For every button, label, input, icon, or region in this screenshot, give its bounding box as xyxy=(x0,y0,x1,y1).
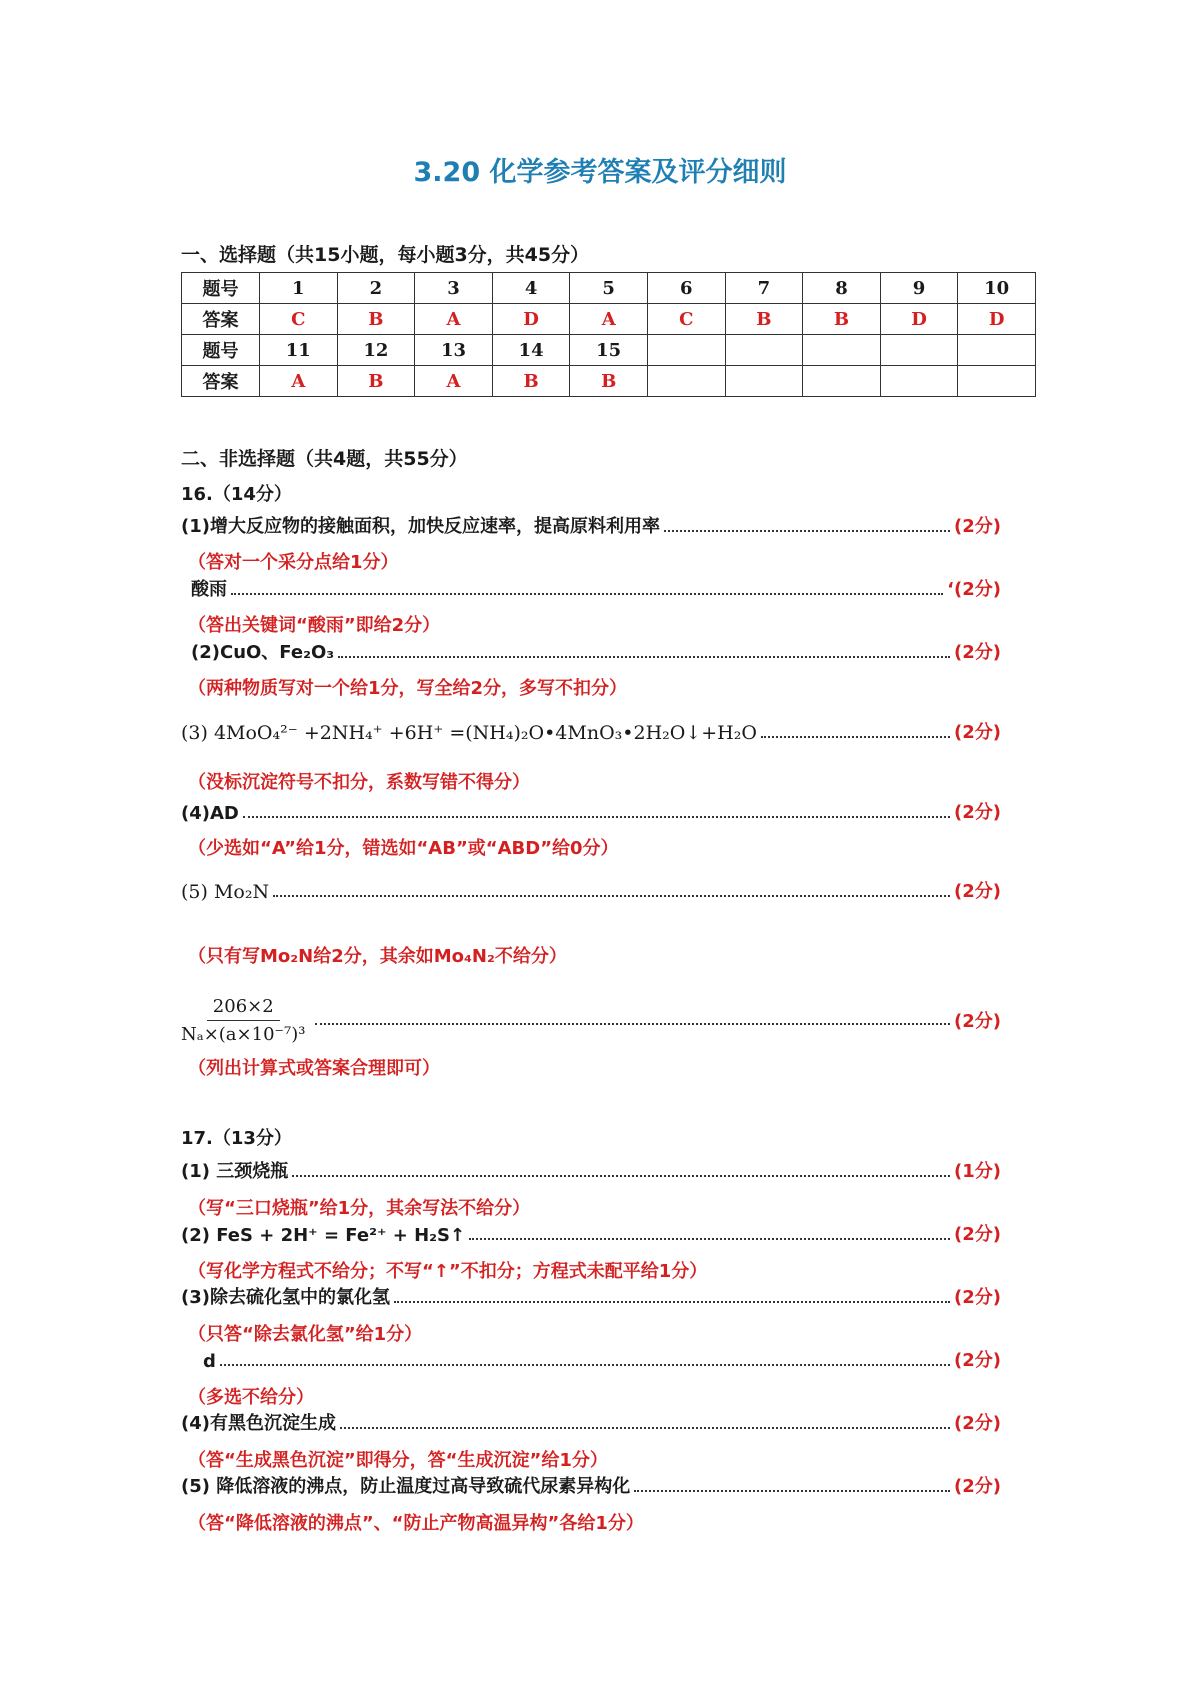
question-number xyxy=(647,335,725,366)
row-label-answer: 答案 xyxy=(182,366,260,397)
dot-leader xyxy=(664,529,950,532)
answer-cell: A xyxy=(415,366,493,397)
answer-cell: A xyxy=(415,304,493,335)
q17-note-1: （写“三口烧瓶”给1分，其余写法不给分） xyxy=(188,1198,531,1219)
question-number: 11 xyxy=(260,335,338,366)
question-number: 1 xyxy=(260,273,338,304)
question-number: 2 xyxy=(337,273,415,304)
score-label: (2分) xyxy=(954,802,1001,823)
q16-note-3: （没标沉淀符号不扣分，系数写错不得分） xyxy=(188,772,530,793)
q16-note-5b: （列出计算式或答案合理即可） xyxy=(188,1058,440,1079)
question-number: 13 xyxy=(415,335,493,366)
score-label: (2分) xyxy=(954,1224,1001,1245)
answer-cell: B xyxy=(803,304,881,335)
score-label: (2分) xyxy=(954,1350,1001,1371)
dot-leader xyxy=(394,1300,950,1303)
answer-text: d xyxy=(203,1351,216,1372)
dot-leader xyxy=(273,894,950,897)
table-row-numbers-2 xyxy=(182,335,1036,366)
section2-heading: 二、非选择题（共4题，共55分） xyxy=(181,448,468,470)
answer-cell xyxy=(725,366,803,397)
answer-text: (4)有黑色沉淀生成 xyxy=(181,1413,336,1434)
density-fraction xyxy=(181,996,305,1045)
q16-note-2: （两种物质写对一个给1分，写全给2分，多写不扣分） xyxy=(188,678,628,699)
q16-note-5: （只有写Mo₂N给2分，其余如Mo₄N₂不给分） xyxy=(188,946,567,967)
answer-text: (4)AD xyxy=(181,803,239,824)
q17-answer-3b xyxy=(181,1344,1001,1372)
answer-text: (5) 降低溶液的沸点，防止温度过高导致硫代尿素异构化 xyxy=(181,1476,631,1497)
answer-cell: B xyxy=(725,304,803,335)
dot-leader xyxy=(243,815,950,818)
dot-leader xyxy=(231,592,943,595)
question-number: 8 xyxy=(803,273,881,304)
answer-cell xyxy=(647,366,725,397)
row-label-number: 题号 xyxy=(182,273,260,304)
q16-answer-5b xyxy=(181,985,1001,1045)
answer-cell: D xyxy=(958,304,1036,335)
q17-answer-2 xyxy=(181,1218,1001,1246)
score-label: (2分) xyxy=(954,722,1001,743)
dot-leader xyxy=(340,1426,950,1429)
section1-heading: 一、选择题（共15小题，每小题3分，共45分） xyxy=(181,244,590,266)
score-label: (2分) xyxy=(954,1287,1001,1308)
question-number: 10 xyxy=(958,273,1036,304)
table-row-answers-1 xyxy=(182,304,1036,335)
score-label: (2分) xyxy=(954,642,1001,663)
answer-text: (3)除去硫化氢中的氯化氢 xyxy=(181,1287,390,1308)
q16-answer-1 xyxy=(181,510,1001,538)
answer-text: (1) 三颈烧瓶 xyxy=(181,1161,289,1182)
question-number xyxy=(958,335,1036,366)
fraction-denominator: Nₐ×(a×10⁻⁷)³ xyxy=(181,1024,306,1045)
row-label-number: 题号 xyxy=(182,335,260,366)
answer-cell: A xyxy=(570,304,648,335)
question-number: 7 xyxy=(725,273,803,304)
score-label: (2分) xyxy=(954,881,1001,902)
dot-leader xyxy=(634,1489,950,1492)
q16-answer-1b xyxy=(181,573,1001,601)
question-number xyxy=(880,335,958,366)
q16-answer-5 xyxy=(181,875,1001,903)
answer-cell: D xyxy=(492,304,570,335)
dot-leader xyxy=(469,1237,950,1240)
answer-text: (1)增大反应物的接触面积，加快反应速率，提高原料利用率 xyxy=(181,516,660,537)
dot-leader xyxy=(292,1174,950,1177)
answer-cell: B xyxy=(337,366,415,397)
q16-note-4: （少选如“A”给1分，错选如“AB”或“ABD”给0分） xyxy=(188,838,619,859)
dot-leader xyxy=(220,1363,950,1366)
question-number: 9 xyxy=(880,273,958,304)
score-label: (2分) xyxy=(954,1011,1001,1032)
answer-formula: (3) 4MoO₄²⁻ +2NH₄⁺ +6H⁺ =(NH₄)₂O•4MnO₃•2H₂O↓+H₂O xyxy=(181,722,757,744)
q17-answer-5 xyxy=(181,1470,1001,1498)
q16-answer-4 xyxy=(181,796,1001,824)
dot-leader xyxy=(315,1022,950,1025)
q17-note-3: （只答“除去氯化氢”给1分） xyxy=(188,1324,423,1345)
answer-formula: (5) Mo₂N xyxy=(181,881,270,903)
score-label: (2分) xyxy=(954,1413,1001,1434)
question-number: 12 xyxy=(337,335,415,366)
fraction-numerator: 206×2 xyxy=(207,996,280,1021)
q17-note-4: （答“生成黑色沉淀”即得分，答“生成沉淀”给1分） xyxy=(188,1450,608,1471)
q16-heading: 16.（14分） xyxy=(181,484,292,505)
answer-cell: D xyxy=(880,304,958,335)
page-title: 3.20 化学参考答案及评分细则 xyxy=(413,157,787,188)
q17-answer-4 xyxy=(181,1407,1001,1435)
row-label-answer: 答案 xyxy=(182,304,260,335)
answer-cell: C xyxy=(260,304,338,335)
table-row-answers-2 xyxy=(182,366,1036,397)
table-row-numbers-1 xyxy=(182,273,1036,304)
multiple-choice-table xyxy=(181,272,1036,397)
answer-text: 酸雨 xyxy=(191,579,227,600)
question-number xyxy=(803,335,881,366)
q17-answer-1 xyxy=(181,1155,1001,1183)
q16-answer-2 xyxy=(181,636,1001,664)
answer-text: (2) FeS + 2H⁺ = Fe²⁺ + H₂S↑ xyxy=(181,1225,466,1246)
q16-note-1b: （答出关键词“酸雨”即给2分） xyxy=(188,615,441,636)
answer-cell: A xyxy=(260,366,338,397)
question-number: 6 xyxy=(647,273,725,304)
answer-cell xyxy=(803,366,881,397)
q17-answer-3 xyxy=(181,1281,1001,1309)
dot-leader xyxy=(761,735,950,738)
answer-cell: B xyxy=(337,304,415,335)
score-label: (2分) xyxy=(954,516,1001,537)
answer-cell xyxy=(880,366,958,397)
question-number: 5 xyxy=(570,273,648,304)
q17-note-3b: （多选不给分） xyxy=(188,1387,314,1408)
question-number: 14 xyxy=(492,335,570,366)
question-number: 4 xyxy=(492,273,570,304)
q16-note-1: （答对一个采分点给1分） xyxy=(188,552,399,573)
answer-cell: B xyxy=(570,366,648,397)
answer-cell: B xyxy=(492,366,570,397)
answer-cell xyxy=(958,366,1036,397)
question-number: 15 xyxy=(570,335,648,366)
score-label: (2分) xyxy=(954,1476,1001,1497)
score-label: ‘(2分) xyxy=(947,579,1001,600)
answer-text: (2)CuO、Fe₂O₃ xyxy=(191,642,335,663)
q17-heading: 17.（13分） xyxy=(181,1128,292,1149)
answer-cell: C xyxy=(647,304,725,335)
score-label: (1分) xyxy=(954,1161,1001,1182)
question-number: 3 xyxy=(415,273,493,304)
dot-leader xyxy=(338,655,950,658)
q17-note-2: （写化学方程式不给分；不写“↑”不扣分；方程式未配平给1分） xyxy=(188,1261,708,1282)
question-number xyxy=(725,335,803,366)
q17-note-5: （答“降低溶液的沸点”、“防止产物高温异构”各给1分） xyxy=(188,1513,644,1534)
q16-answer-3 xyxy=(181,716,1001,744)
